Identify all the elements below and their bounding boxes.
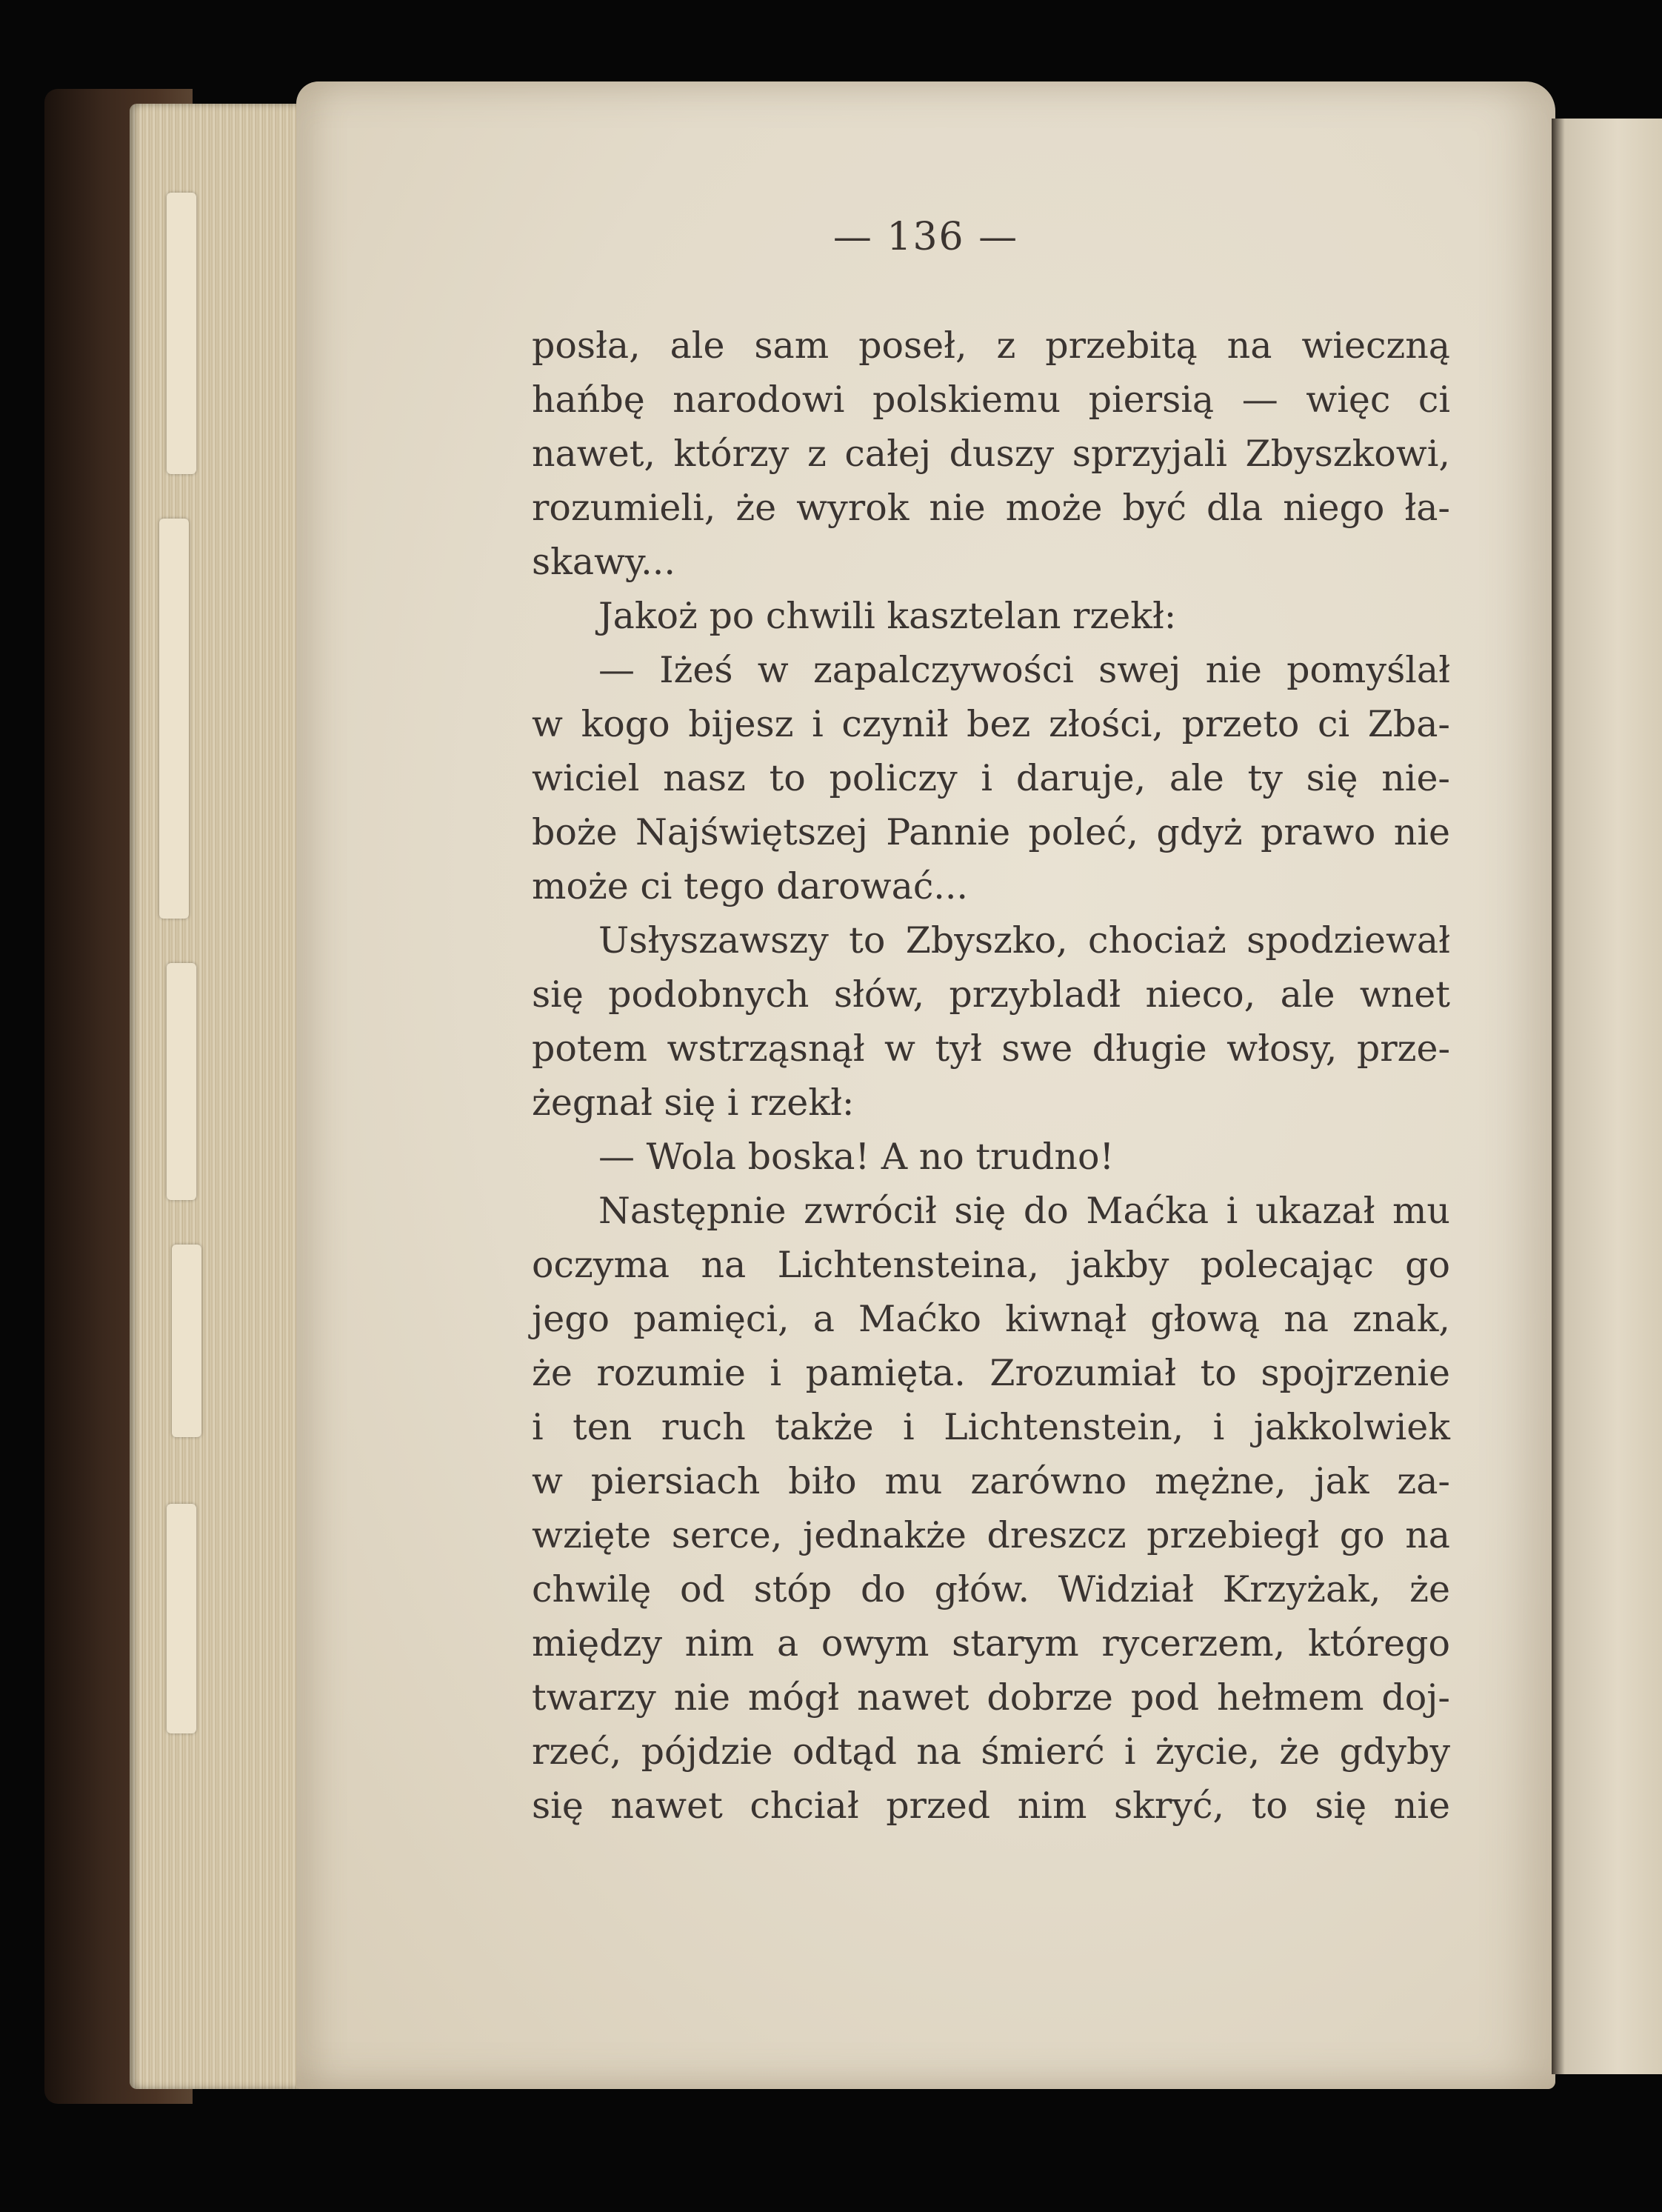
text-line: hańbę narodowi polskiemu piersią — więc ci: [532, 379, 1450, 421]
text-line: i ten ruch także i Lichtenstein, i jakkolwiek: [532, 1406, 1450, 1448]
text-line: — Wola boska! A no trudno!: [598, 1136, 1115, 1178]
text-line: wzięte serce, jednakże dreszcz przebiegł go na: [532, 1514, 1450, 1556]
text-line: — Iżeś w zapalczywości swej nie pomyślał: [598, 649, 1450, 691]
text-line: rzeć, pójdzie odtąd na śmierć i życie, że gdyby: [532, 1730, 1450, 1773]
text-line: że rozumie i pamięta. Zrozumiał to spojrzenie: [532, 1352, 1450, 1394]
torn-page-edge: [172, 1245, 201, 1437]
body-text: [532, 319, 1450, 1833]
text-line: chwilę od stóp do głów. Widział Krzyżak, że: [532, 1568, 1450, 1610]
text-line: w kogo bijesz i czynił bez złości, przeto ci Zba-: [532, 703, 1450, 745]
text-line: Usłyszawszy to Zbyszko, chociaż spodziewał: [598, 919, 1450, 962]
torn-page-edge: [167, 193, 196, 474]
page-edges: [130, 104, 311, 2089]
text-line: boże Najświętszej Pannie poleć, gdyż prawo nie: [532, 811, 1450, 853]
text-line: żegnał się i rzekł:: [532, 1082, 855, 1124]
text-line: w piersiach biło mu zarówno mężne, jak za-: [532, 1460, 1450, 1502]
torn-page-edge: [167, 963, 196, 1200]
text-line: nawet, którzy z całej duszy sprzyjali Zbyszkowi,: [532, 433, 1450, 475]
text-line: między nim a owym starym rycerzem, którego: [532, 1622, 1450, 1665]
text-line: się podobnych słów, przybladł nieco, ale wnet: [532, 973, 1450, 1016]
text-line: potem wstrząsnął w tył swe długie włosy, prze-: [532, 1027, 1450, 1070]
text-line: się nawet chciał przed nim skryć, to się nie: [532, 1785, 1450, 1827]
page-number: — 136 —: [832, 215, 1019, 259]
torn-page-edge: [159, 519, 189, 919]
text-line: Następnie zwrócił się do Maćka i ukazał mu: [598, 1190, 1450, 1232]
torn-page-edge: [167, 1504, 196, 1733]
text-line: Jakoż po chwili kasztelan rzekł:: [598, 595, 1177, 637]
text-line: oczyma na Lichtensteina, jakby polecając go: [532, 1244, 1450, 1286]
text-line: rozumieli, że wyrok nie może być dla niego ła-: [532, 487, 1450, 529]
text-line: skawy...: [532, 541, 675, 583]
text-line: posła, ale sam poseł, z przebitą na wieczną: [532, 324, 1450, 367]
text-line: może ci tego darować...: [532, 865, 969, 907]
text-line: jego pamięci, a Maćko kiwnął głową na znak,: [532, 1298, 1450, 1340]
text-line: twarzy nie mógł nawet dobrze pod hełmem doj-: [532, 1676, 1450, 1719]
facing-page-edge: [1552, 119, 1662, 2074]
text-line: wiciel nasz to policzy i daruje, ale ty się nie-: [532, 757, 1450, 799]
